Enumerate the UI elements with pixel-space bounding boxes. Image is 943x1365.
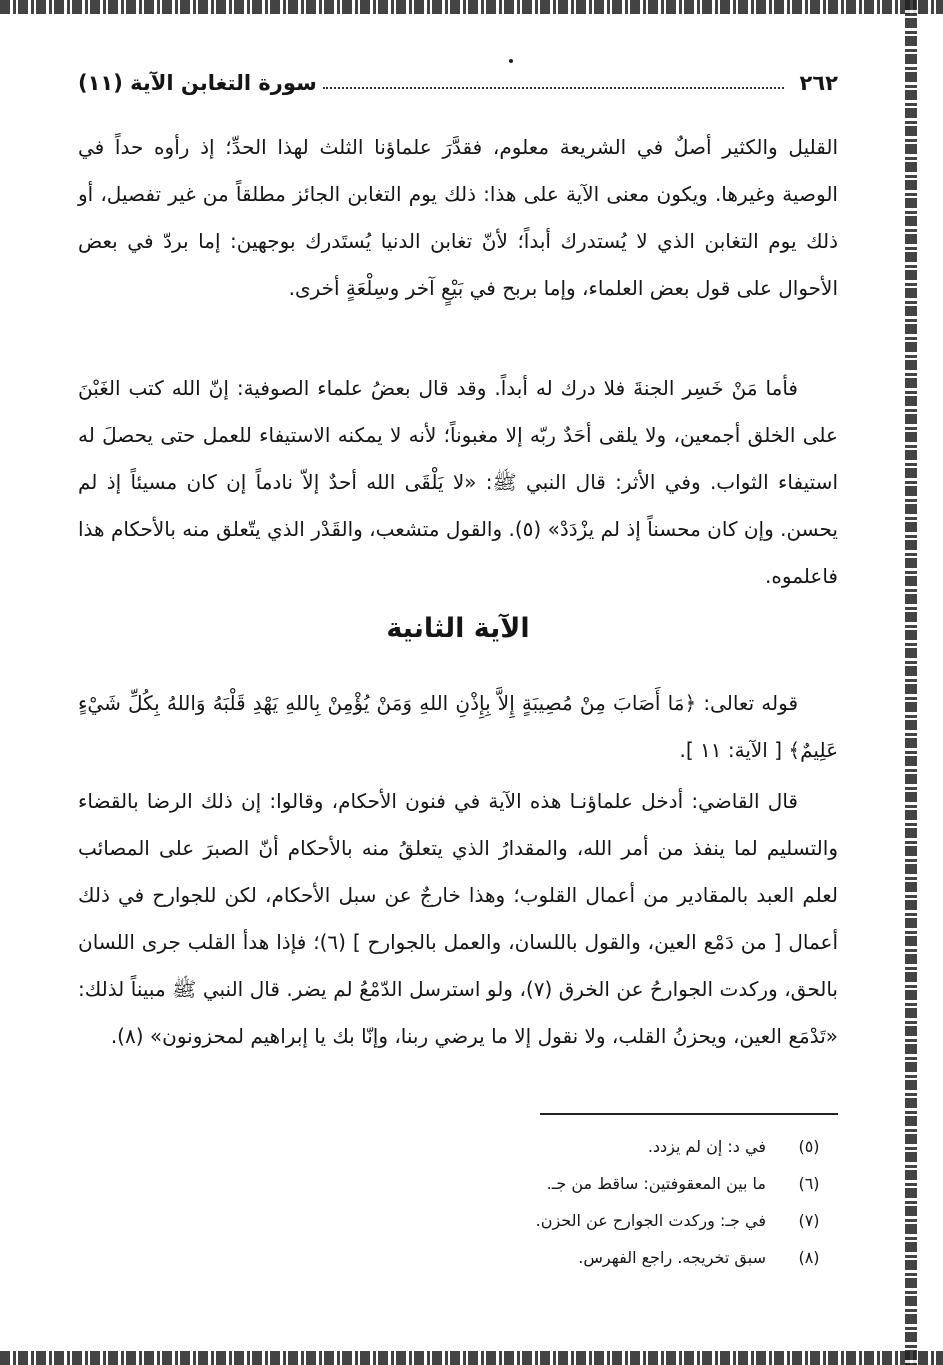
footnote-item: [78, 1165, 838, 1202]
footnote-item: [78, 1202, 838, 1239]
paragraph-2: فأما مَنْ خَسِر الجنةَ فلا درك له أبداً. وقد قال بعضُ علماء الصوفية: إنّ الله كتب الغَبْنَ على الخلق أجمعين، ولا يلقى أحَدٌ ربّه إلا مغبوناً؛ لأنه لا يمكنه الاستيفاء للعمل حتى يحصلَ له استيفاء الثواب. وفي الأثر: قال النبي ﷺ: «لا يَلْقَى الله أحدٌ إلاّ نادماً إن كان مسيئاً إذ لم يحسن. وإن كان محسناً إذ لم يزْدَدْ» (٥). والقول متشعب، والقَدْر الذي يتّعلق منه بالأحكام هذا فاعلموه.: [78, 376, 838, 588]
header-dotted-leader: [323, 77, 784, 89]
ornamental-border-bottom: [0, 1351, 943, 1365]
footnote-number: (٨): [798, 1248, 820, 1267]
footnote-number: (٧): [798, 1211, 820, 1230]
running-header: [78, 68, 838, 98]
commentary-paragraph: قال القاضي: أدخل علماؤنـا هذه الآية في فنون الأحكام، وقالوا: إن ذلك الرضا بالقضاء والتسليم لما ينفذ من أمر الله، والمقدارُ الذي يتعلقُ منه بالأحكام أنّ الصبرَ على المصائب لعلم العبد بالمقادير من أعمال القلوب؛ وهذا خارجٌ عن سبل الأحكام، لكن للجوارح في ذلك أعمال [ من دَمْع العين، والقول باللسان، والعمل بالجوارح ] (٦)؛ فإذا هدأ القلب جرى اللسان بالحق، وركدت الجوارحُ عن الخرق (٧)، ولو استرسل الدّمْعُ لم يضر. قال النبي ﷺ مبيناً لذلك: «تَدْمَع العين، ويحزنُ القلب، ولا نقول إلا ما يرضي ربنا، وإنّا بك يا إبراهيم لمحزونون» (٨).: [78, 789, 838, 1048]
footnote-number: (٥): [798, 1137, 820, 1156]
verse-paragraph: قوله تعالى: ﴿مَا أَصَابَ مِنْ مُصِيبَةٍ إِلاَّ بِإِذْنِ اللهِ وَمَنْ يُؤْمِنْ بِاللهِ يَهْدِ قَلْبَهُ وَاللهُ بِكُلِّ شَيْءٍ عَلِيمٌ﴾ [ الآية: ١١ ].: [78, 691, 838, 762]
footnote-text: ما بين المعقوفتين: ساقط من جـ.: [546, 1174, 766, 1193]
section-heading: الآية الثانية: [386, 613, 530, 644]
running-title: سورة التغابن الآية (١١): [78, 71, 317, 95]
footnote-separator: [540, 1113, 838, 1115]
page-number: ٢٦٢: [799, 71, 838, 95]
footnotes: [78, 1128, 838, 1276]
ornamental-border-right: [905, 0, 917, 1365]
footnote-item: [78, 1128, 838, 1165]
footnote-item: [78, 1239, 838, 1276]
footnote-text: في د: إن لم يزدد.: [647, 1137, 766, 1156]
footnote-text: في جـ: وركدت الجوارح عن الحزن.: [535, 1211, 766, 1230]
ornamental-border-top: [0, 0, 943, 14]
footnote-text: سبق تخريجه. راجع الفهرس.: [578, 1248, 766, 1267]
ink-dot: [509, 59, 513, 63]
paragraph-1: القليل والكثير أصلٌ في الشريعة معلوم، فقدَّرَ علماؤنا الثلث لهذا الحدِّ؛ إذ رأوه حداً في الوصية وغيرها. ويكون معنى الآية على هذا: ذلك يوم التغابن الجائز مطلقاً من غير تفصيل، أو ذلك يوم التغابن الذي لا يُستدرك أبداً؛ لأنّ تغابن الدنيا يُستَدرك بوجهين: إما بردّ في بعض الأحوال على قول بعض العلماء، وإما بربح في بَيْعٍ آخر وسِلْعَةٍ أخرى.: [78, 135, 838, 300]
footnote-number: (٦): [798, 1174, 820, 1193]
